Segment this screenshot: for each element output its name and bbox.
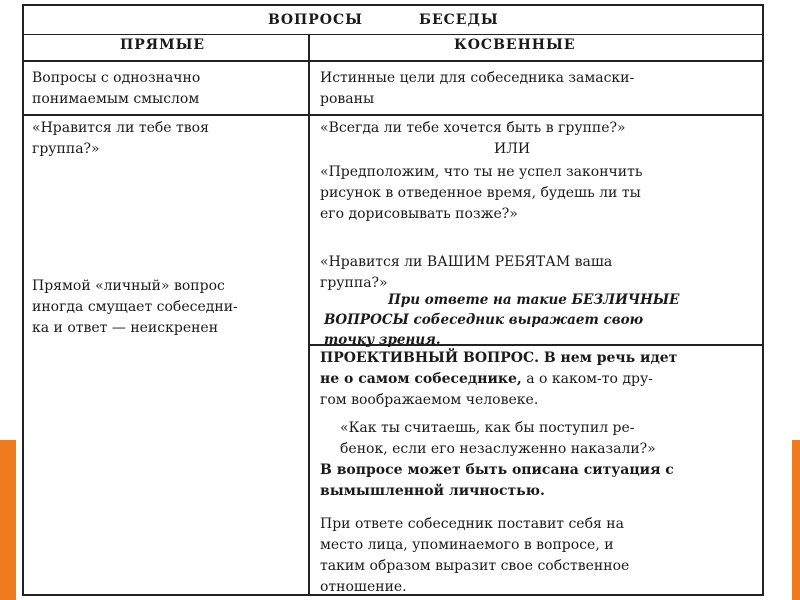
column-divider <box>308 34 310 596</box>
table-header-row <box>24 34 762 62</box>
row2-right-note-line: ВОПРОСЫ собеседник выражает свою <box>324 312 644 328</box>
row1-right-line: Истинные цели для собеседника замаски- <box>320 70 635 86</box>
row2-right-question-3 <box>320 252 612 294</box>
row2-left-note-line: иногда смущает собеседни- <box>32 299 238 315</box>
row3-intro <box>320 348 677 411</box>
row3-bold-note-line: вымышленной личностью. <box>320 483 545 499</box>
row2-right-question-3-line: «Нравится ли ВАШИМ РЕБЯТАМ ваша <box>320 254 613 270</box>
row-divider-1 <box>24 114 762 116</box>
row2-left-question <box>32 118 209 160</box>
row1-left-line: понимаемым смыслом <box>32 91 200 107</box>
row3-intro-line: ПРОЕКТИВНЫЙ ВОПРОС. В нем речь идет <box>320 350 678 366</box>
row1-left-cell <box>32 68 200 110</box>
row3-intro-bold-part: не о самом собеседнике, <box>320 371 522 387</box>
row3-intro-line: гом воображаемом человеке. <box>320 392 539 408</box>
row1-left-line: Вопросы с однозначно <box>32 70 201 86</box>
row3-conclusion <box>320 514 629 598</box>
row3-bold-note-line: В вопросе может быть описана ситуация с <box>320 462 674 478</box>
row2-right-question-3-line: группа?» <box>320 275 388 291</box>
row2-right-question-2 <box>320 162 643 225</box>
row3-example-line: «Как ты считаешь, как бы поступил ре- <box>340 420 635 436</box>
table-title-row <box>24 6 762 35</box>
row3-conclusion-line: При ответе собеседник поставит себя на <box>320 516 624 532</box>
row2-right-question-2-line: его дорисовывать позже?» <box>320 206 518 222</box>
row2-left-question-line: «Нравится ли тебе твоя <box>32 120 209 136</box>
row2-right-or: ИЛИ <box>494 141 531 157</box>
title-word-1: ВОПРОСЫ <box>268 12 363 28</box>
row3-bold-note <box>320 460 674 502</box>
header-direct: ПРЯМЫЕ <box>120 37 206 53</box>
orange-accent-right <box>792 440 800 600</box>
row3-conclusion-line: таким образом выразит свое собственное <box>320 558 630 574</box>
row2-left-note <box>32 276 238 339</box>
row2-left-note-line: ка и ответ — неискренен <box>32 320 219 336</box>
row3-intro-line <box>320 369 677 390</box>
row2-right-question-2-line: рисунок в отведенное время, будешь ли ты <box>320 185 641 201</box>
header-indirect: КОСВЕННЫЕ <box>454 37 576 53</box>
row2-right-note-line: точку зрения. <box>324 332 441 348</box>
row1-right-cell <box>320 68 634 110</box>
row3-intro-plain-part: а о каком-то дру- <box>521 371 653 387</box>
row3-conclusion-line: место лица, упоминаемого в вопросе, и <box>320 537 614 553</box>
row2-right-note-line: При ответе на такие БЕЗЛИЧНЫЕ <box>388 292 680 308</box>
row1-right-line: рованы <box>320 91 375 107</box>
row2-right-question-2-line: «Предположим, что ты не успел закончить <box>320 164 643 180</box>
row2-left-question-line: группа?» <box>32 141 100 157</box>
questions-table <box>22 4 764 596</box>
row3-conclusion-line: отношение. <box>320 579 407 595</box>
orange-accent-left <box>0 440 16 600</box>
row2-right-question-1: «Всегда ли тебе хочется быть в группе?» <box>320 120 626 136</box>
title-word-2: БЕСЕДЫ <box>419 12 499 28</box>
row2-right-note <box>324 290 679 350</box>
row3-example <box>340 418 656 460</box>
row3-example-line: бенок, если его незаслуженно наказали?» <box>340 441 656 457</box>
row2-left-note-line: Прямой «личный» вопрос <box>32 278 225 294</box>
